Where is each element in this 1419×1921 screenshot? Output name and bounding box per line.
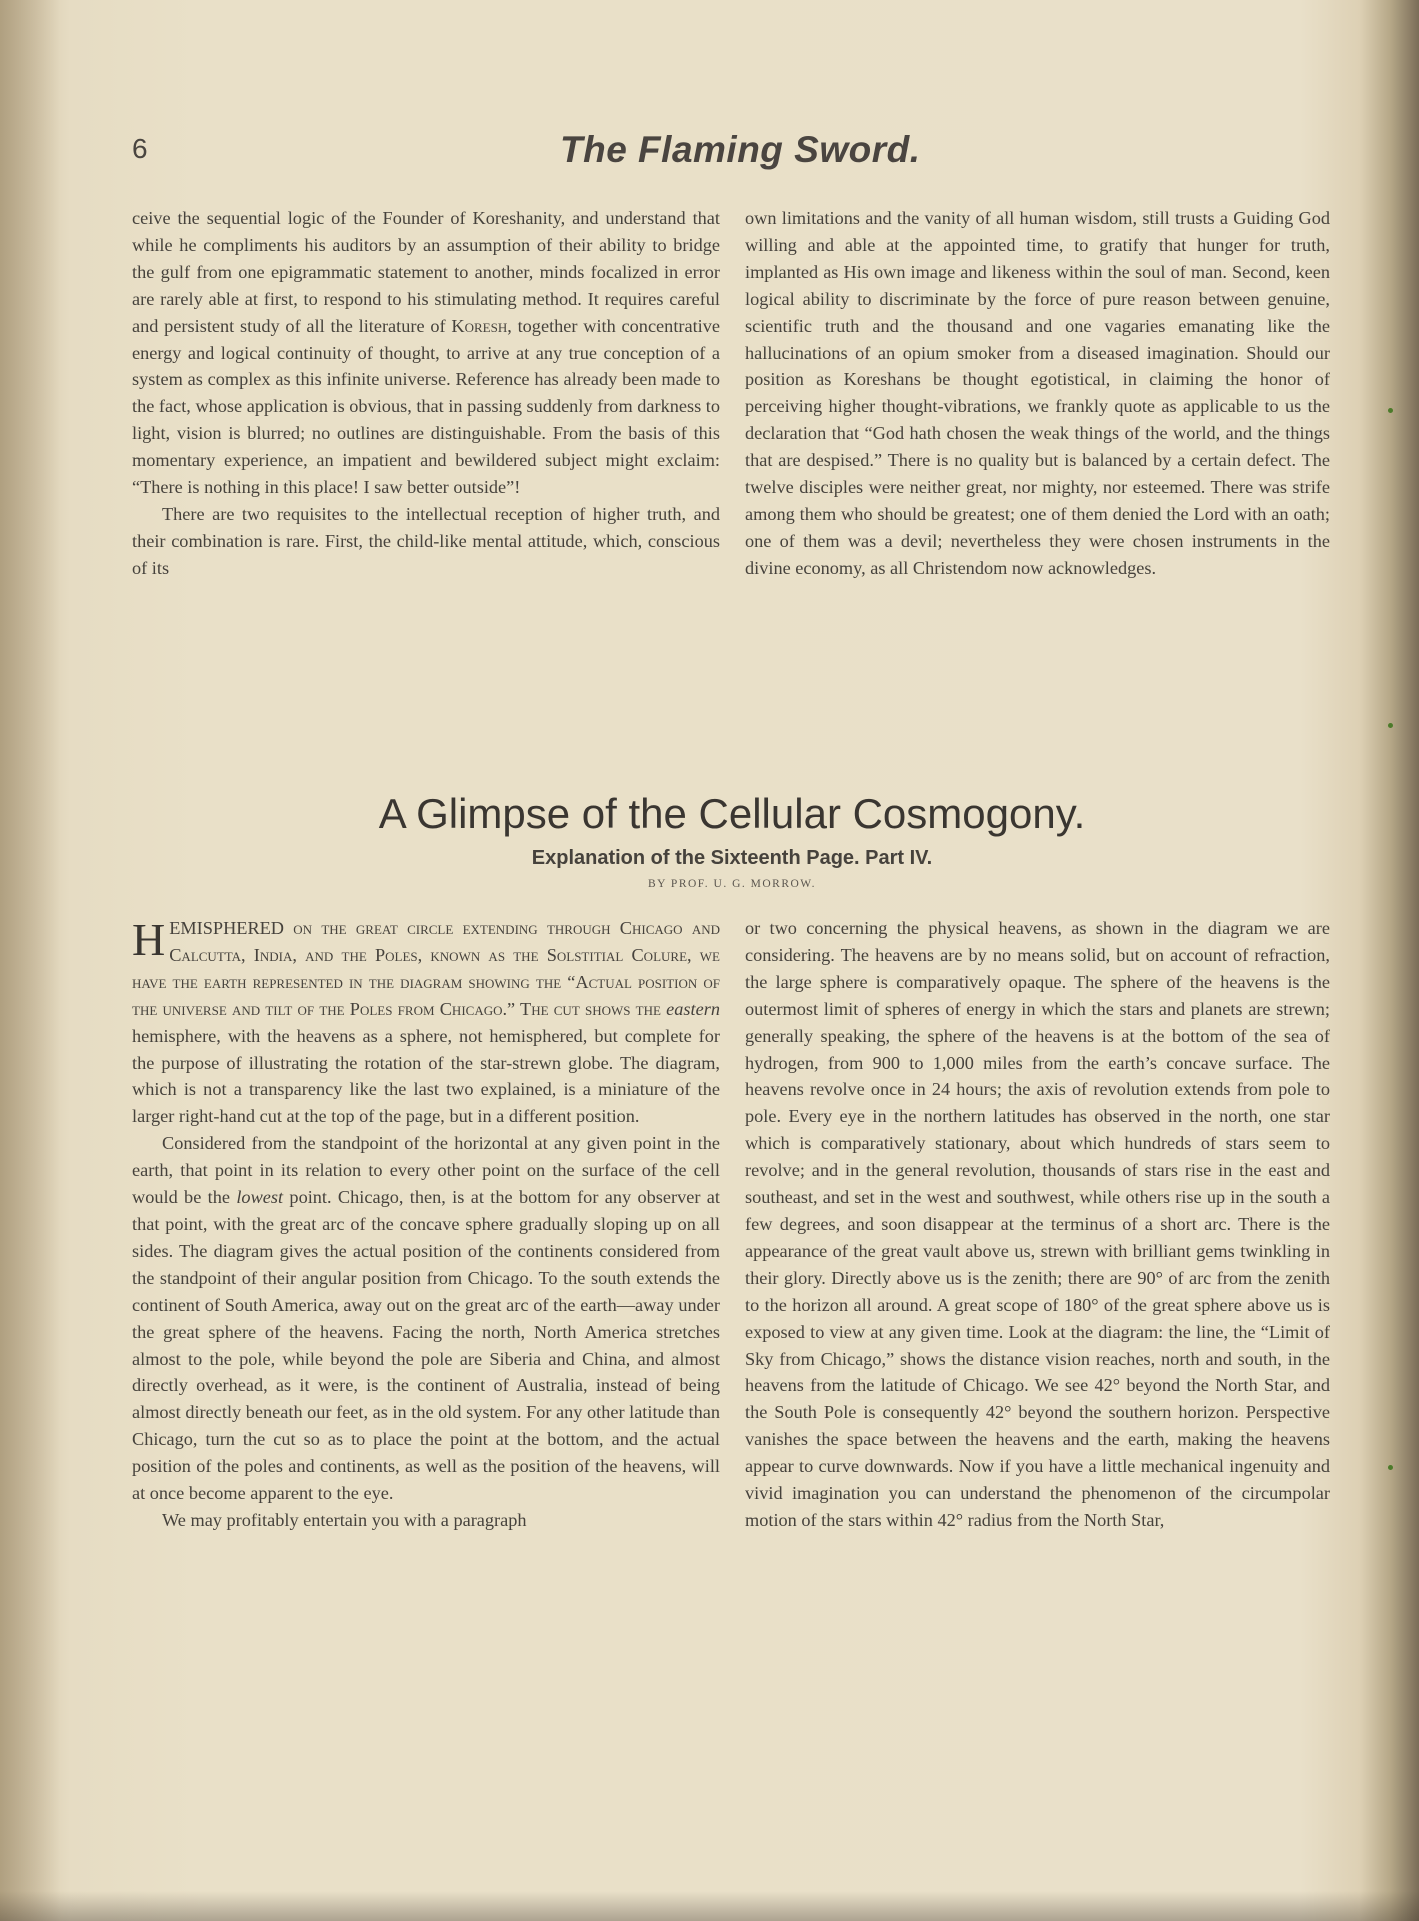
paragraph-text: hemisphere, with the heavens as a sphere, not hemisphered, but complete for the purpose of illustrating the rotation of the star-strewn globe. The diagram, which is not a transparency like the last two explained, is a miniature of the larger right-hand cut at the top of the page, but in a different position.: [132, 1025, 720, 1127]
article-title: A Glimpse of the Cellular Cosmogony.: [378, 790, 1086, 837]
top-right-column: [745, 205, 1330, 582]
paragraph-text: point. Chicago, then, is at the bottom for any observer at that point, with the great arc of the concave sphere gradually sloping up on all sides. The diagram gives the actual position of the continents considered from the standpoint of their angular position from Chicago. To the south extends the continent of South America, away out on the great arc of the earth—away under the great sphere of the heavens. Facing the north, North America stretches almost to the pole, while beyond the pole are Siberia and China, and almost directly overhead, as it were, is the continent of Australia, instead of being almost directly beneath our feet, as in the old system. For any other latitude than Chicago, turn the cut so as to place the point at the bottom, and the actual position of the poles and continents, as well as the position of the heavens, will at once become apparent to the eye.: [132, 1187, 720, 1504]
article-subtitle: Explanation of the Sixteenth Page. Part IV.: [531, 847, 933, 869]
journal-title: The Flaming Sword.: [560, 129, 921, 170]
paragraph-text: , together with concentrative energy and logical continuity of thought, to arrive at any true conception of a system as complex as this infinite universe. Reference has already been made to the fact, whose application is obvious, that in passing suddenly from darkness to light, vision is blurred; no outlines are distinguishable. From the basis of this momentary experience, an impatient and bewildered subject might exclaim: “There is nothing in this place! I saw better outside”!: [132, 315, 721, 498]
emphasis-text: eastern: [666, 998, 720, 1019]
bottom-right-column: [745, 915, 1330, 1534]
page-header: [132, 129, 1332, 183]
ink-speck: [1388, 723, 1393, 728]
ink-speck: [1388, 1465, 1393, 1470]
koresh-name: Koresh: [451, 315, 508, 336]
paragraph: own limitations and the vanity of all human wisdom, still trusts a Guiding God willing and able at the appointed time, to gratify that hunger for truth, implanted as His own image and likeness within the soul of man. Second, keen logical ability to discriminate by the force of pure reason between genuine, scientific truth and the thousand and one vagaries emanating like the hallucinations of an opium smoker from a diseased imagination. Should our position as Koreshans be thought egotistical, in claiming the honor of perceiving higher thought-vibrations, we frankly quote as applicable to us the declaration that “God hath chosen the weak things of the world, and the things that are despised.” There is no quality but is balanced by a certain defect. The twelve disciples were neither great, nor mighty, nor esteemed. There was strife among them who should be greatest; one of them denied the Lord with an oath; one of them was a devil; nevertheless they were chosen instruments in the divine economy, as all Christendom now acknowledges.: [745, 208, 1330, 578]
ink-speck: [1388, 408, 1393, 413]
paragraph: [132, 915, 720, 1130]
paragraph-text: ceive the sequential logic of the Founder of Koreshanity, and understand that while he compliments his auditors by an assumption of their ability to bridge the gulf from one epigrammatic statement to another, minds focalized in error are rarely able at first, to respond to his stimulating method. It requires careful and persistent study of all the literature of: [132, 208, 720, 336]
page-bottom-edge: [0, 1891, 1419, 1921]
top-left-column: [132, 205, 720, 582]
paragraph: or two concerning the physical heavens, as shown in the diagram we are considering. The heavens are by no means solid, but on account of refraction, the large sphere is comparatively opaque. The sphere of the heavens is the outermost limit of spheres of energy in which the stars and planets are strewn; generally speaking, the sphere of the heavens is at the bottom of the sea of hydrogen, from 900 to 1,000 miles from the earth’s concave surface. The heavens revolve once in 24 hours; the axis of revolution extends from pole to pole. Every eye in the northern latitudes has observed in the north, one star which is comparatively stationary, about which hundreds of stars seem to revolve; and in the general revolution, thousands of stars rise in the east and southeast, and set in the west and southwest, while others rise up in the south a few degrees, and soon disappear at the terminus of a short arc. There is the appearance of the great vault above us, strewn with brilliant gems twinkling in their glory. Directly above us is the zenith; there are 90° of arc from the zenith to the horizon all around. A great scope of 180° of the great sphere above us is exposed to view at any given time. Look at the diagram: the line, the “Limit of Sky from Chicago,” shows the distance vision reaches, north and south, in the heavens from the latitude of Chicago. We see 42° beyond the North Star, and the South Pole is consequently 42° beyond the southern horizon. Perspective vanishes the space between the heavens and the earth, making the heavens appear to curve downwards. Now if you have a little mechanical ingenuity and vivid imagination you can understand the phenomenon of the circumpolar motion of the stars within 42° radius from the North Star,: [745, 918, 1330, 1530]
page-number: 6: [132, 133, 148, 164]
paragraph: There are two requisites to the intellectual reception of higher truth, and their combination is rare. First, the child-like mental attitude, which, conscious of its: [132, 503, 720, 578]
paragraph: [132, 205, 720, 501]
paragraph-text: EMISPHERED on the great circle extending through Chicago and Calcutta, India, and the Poles, known as the Solstitial Colure, we have the earth represented in the diagram showing the “Actual position of the universe and tilt of the Poles from Chicago.” The cut shows the: [132, 918, 720, 1019]
bottom-left-column: [132, 915, 720, 1534]
paragraph: We may profitably entertain you with a paragraph: [162, 1509, 527, 1530]
article-byline: BY PROF. U. G. MORROW.: [648, 878, 816, 890]
paragraph: [132, 1130, 720, 1507]
drop-cap: H: [132, 914, 166, 965]
paragraph-text: Considered from the standpoint of the horizontal at any given point in the earth, that point in its relation to every other point on the surface of the cell would be the: [132, 1133, 720, 1208]
emphasis-text: lowest: [236, 1187, 284, 1208]
binding-shadow: [0, 0, 60, 1921]
